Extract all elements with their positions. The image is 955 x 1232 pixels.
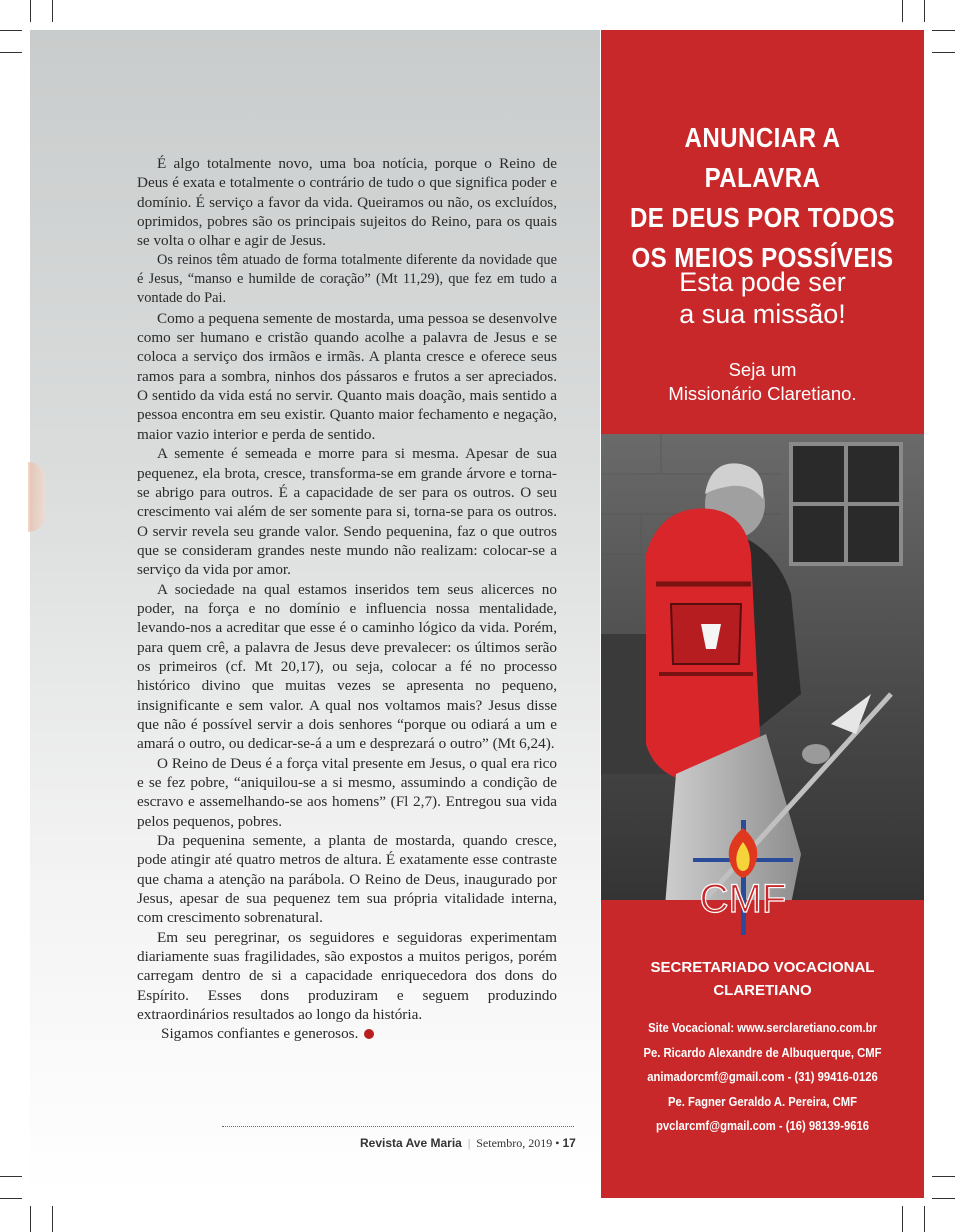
crop-mark bbox=[932, 1198, 955, 1199]
crop-mark bbox=[30, 0, 31, 22]
article-paragraph: Como a pequena semente de mostarda, uma pessoa se desenvolve como ser humano e cristão quando acolhe a palavra de Jesus e se coloca a serviço dos irmãos e irmãs. A planta cresce e oferece seus ramos para a sombra, ninhos dos pássaros e frutos a ser apreciados. O sentido da vida está no servir. Quanto mais doação, mais sentido a pessoa encontra em seu existir. Quanto maior fechamento e negação, maior vazio interior e perda de sentido. bbox=[137, 309, 557, 443]
article-paragraph: A sociedade na qual estamos inseridos tem seus alicerces no poder, na força e no domínio e influencia nossa mentalidade, levando-nos a acreditar que esse é o caminho lógico da vida. Porém, para quem crê, a palavra de Jesus deve prevalecer: os últimos serão os primeiros (cf. Mt 20,17), ou seja, colocar a fé no processo histórico divino que muitas vezes se apresenta no pequeno, insignificante e sem valor. A qual nos voltamos mais? Jesus disse que não é possível servir a dois senhores “porque ou odiará a um e amará o outro, ou dedicar-se-á a um e desprezará o outro” (Mt 6,24). bbox=[137, 580, 557, 753]
bleed-decoration bbox=[28, 462, 46, 532]
secretariat-title bbox=[601, 956, 924, 1002]
article-closing bbox=[137, 1024, 557, 1043]
ad-headline-line: OS MEIOS POSSÍVEIS bbox=[631, 242, 894, 273]
ad-headline bbox=[624, 118, 902, 278]
ad-subheadline-line: a sua missão! bbox=[679, 299, 846, 329]
secretariat-line: CLARETIANO bbox=[713, 982, 812, 999]
end-mark-icon bbox=[364, 1029, 374, 1039]
article-paragraph: Os reinos têm atuado de forma totalmente diferente da novidade que é Jesus, “manso e humilde de coração” (Mt 11,29), que fez em tudo a vontade do Pai. bbox=[137, 251, 557, 307]
crop-mark bbox=[932, 1176, 955, 1177]
page-footer bbox=[360, 1136, 576, 1151]
footer-bullet: • bbox=[555, 1136, 560, 1150]
contact-website: Site Vocacional: www.serclaretiano.com.br bbox=[648, 1021, 877, 1035]
article-body bbox=[137, 154, 557, 1044]
crop-mark bbox=[0, 1198, 22, 1199]
crop-mark bbox=[52, 1206, 53, 1232]
ad-subheadline bbox=[601, 266, 924, 330]
ad-invitation-line: Missionário Claretiano. bbox=[668, 383, 857, 404]
contact-list bbox=[617, 1016, 908, 1139]
contact-name: Pe. Fagner Geraldo A. Pereira, CMF bbox=[667, 1094, 858, 1109]
crop-mark bbox=[902, 1206, 903, 1232]
crop-mark bbox=[52, 0, 53, 22]
secretariat-line: SECRETARIADO VOCACIONAL bbox=[650, 959, 875, 976]
crop-mark bbox=[924, 0, 925, 22]
crop-mark bbox=[902, 0, 903, 22]
crop-mark bbox=[30, 1206, 31, 1232]
article-paragraph: É algo totalmente novo, uma boa notícia, porque o Reino de Deus é exata e totalmente o contrário de tudo o que significa poder e domínio. É serviço a favor da vida. Queiramos ou não, os excluídos, oprimidos, pobres são os principais sujeitos do Reino, para os quais se volta o olhar e agir de Jesus. bbox=[137, 155, 557, 250]
ad-subheadline-line: Esta pode ser bbox=[679, 267, 846, 297]
cmf-logo bbox=[683, 820, 803, 940]
crop-mark bbox=[0, 1176, 22, 1177]
magazine-name: Revista Ave Maria bbox=[360, 1136, 462, 1150]
vocational-ad bbox=[601, 30, 924, 1198]
footer-separator: | bbox=[467, 1136, 471, 1150]
contact-email-phone: pvclarcmf@gmail.com - (16) 98139-9616 bbox=[656, 1119, 869, 1133]
crop-mark bbox=[932, 52, 955, 53]
closing-text: Sigamos confiantes e generosos. bbox=[161, 1025, 359, 1043]
article-paragraph: O Reino de Deus é a força vital presente em Jesus, o qual era rico e se fez pobre, “aniquilou-se a si mesmo, assumindo a condição de escravo e assemelhando-se aos homens” (Fl 2,7). Entregou sua vida pelos pequenos, pobres. bbox=[137, 754, 557, 830]
footer-divider bbox=[222, 1126, 574, 1127]
ad-headline-line: DE DEUS POR TODOS bbox=[629, 202, 896, 233]
contact-email-phone: animadorcmf@gmail.com - (31) 99416-0126 bbox=[647, 1070, 878, 1084]
crop-mark bbox=[0, 52, 22, 53]
contact-name: Pe. Ricardo Alexandre de Albuquerque, CMF bbox=[643, 1045, 882, 1060]
ad-headline-line: ANUNCIAR A PALAVRA bbox=[684, 122, 841, 193]
ad-invitation-line: Seja um bbox=[728, 359, 797, 380]
article-paragraph: Em seu peregrinar, os seguidores e seguidoras experimentam diariamente suas fragilidades, são expostos a muitos perigos, porém carregam dentro de si a capacidade enriquecedora dos dons do Espírito. Esses dons produziram e seguem produzindo extraordinários resultados ao longo da história. bbox=[137, 928, 557, 1024]
crop-mark bbox=[924, 1206, 925, 1232]
ad-invitation bbox=[601, 358, 924, 406]
crop-mark bbox=[0, 30, 22, 31]
crop-mark bbox=[932, 30, 955, 31]
article-paragraph: Da pequenina semente, a planta de mostarda, quando cresce, pode atingir até quatro metros de altura. É exatamente esse contraste que chama a atenção na parábola. O Reino de Deus, inaugurado por Jesus, apesar de sua pequenez tem sua própria vitalidade interna, com crescimento sobrenatural. bbox=[137, 832, 557, 927]
article-paragraph: A semente é semeada e morre para si mesma. Apesar de sua pequenez, ela brota, cresce, transforma-se em grande árvore e torna-se abrigo para outros. É a capacidade de ser para os outros. O seu crescimento vai além de ser somente para si, torna-se para os outros. O servir revela seu grande valor. Sendo pequenina, faz o que outros que se consideram grandes neste mundo não realizam: colocar-se a serviço da vida por amor. bbox=[137, 445, 557, 579]
issue-date: Setembro, 2019 bbox=[476, 1136, 553, 1150]
logo-text: CMF bbox=[699, 877, 787, 921]
page-number: 17 bbox=[562, 1136, 576, 1150]
